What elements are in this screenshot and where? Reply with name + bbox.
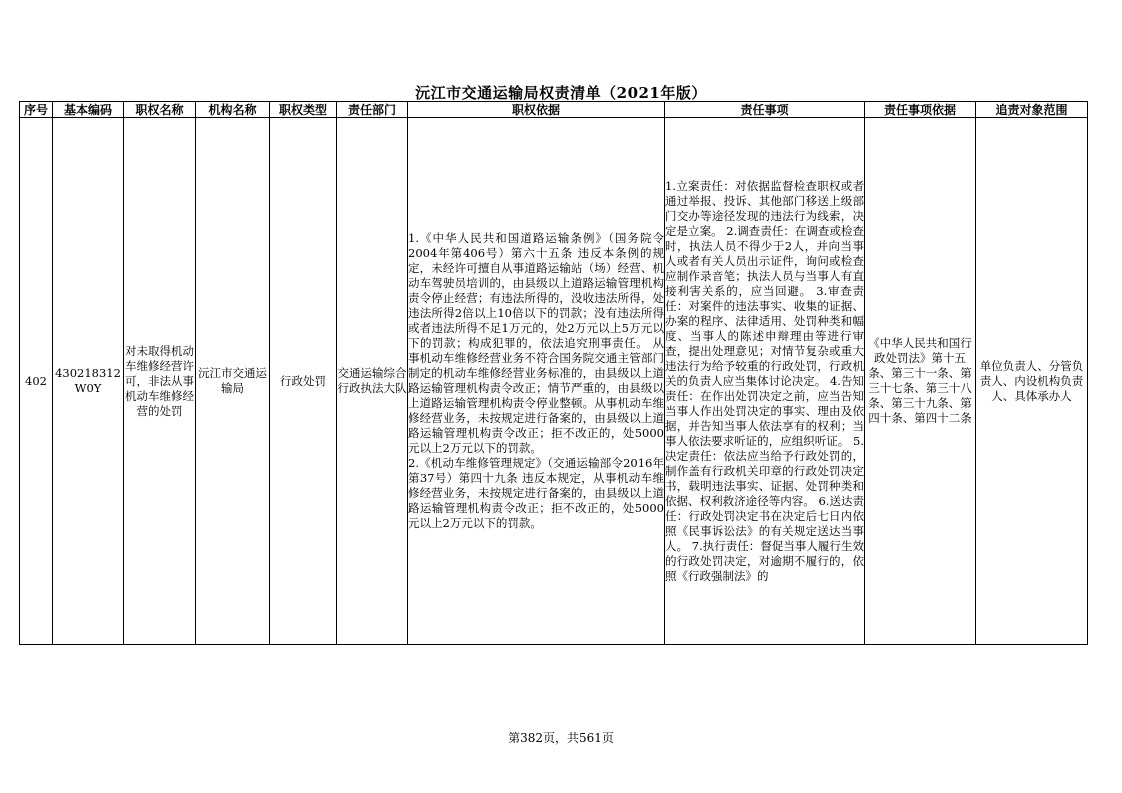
cell-power-type: 行政处罚 <box>270 118 337 645</box>
header-duty-basis: 责任事项依据 <box>865 102 976 118</box>
cell-basis <box>408 118 665 645</box>
cell-power-name: 对未取得机动车维修经营许可，非法从事机动车维修经营的处罚 <box>124 118 196 645</box>
header-seq: 序号 <box>20 102 53 118</box>
page-number: 第382页，共561页 <box>508 731 614 745</box>
header-power-type: 职权类型 <box>270 102 337 118</box>
basis-item-2: 2.《机动车维修管理规定》（交通运输部令2016年第37号）第四十九条 违反本规定，从事机动车维修经营业务，未按规定进行备案的，由县级以上道路运输管理机构责令改正；拒不改正的，处5000元以上2万元以下的罚款。 <box>408 456 664 530</box>
header-row <box>20 102 1088 118</box>
header-accountability: 追责对象范围 <box>976 102 1088 118</box>
header-org-name: 机构名称 <box>196 102 270 118</box>
power-list-table <box>19 101 1088 645</box>
cell-dept: 交通运输综合行政执法大队 <box>337 118 408 645</box>
cell-duty-basis: 《中华人民共和国行政处罚法》第十五条、第三十一条、第三十七条、第三十八条、第三十九条、第四十条、第四十二条 <box>865 118 976 645</box>
header-power-name: 职权名称 <box>124 102 196 118</box>
cell-org-name: 沅江市交通运输局 <box>196 118 270 645</box>
cell-accountability: 单位负责人、分管负责人、内设机构负责人、具体承办人 <box>976 118 1088 645</box>
header-basis: 职权依据 <box>408 102 665 118</box>
table-row <box>20 118 1088 645</box>
header-duties: 责任事项 <box>665 102 865 118</box>
header-code: 基本编码 <box>53 102 124 118</box>
header-dept: 责任部门 <box>337 102 408 118</box>
page-title: 沅江市交通运输局权责清单（2021年版） <box>415 84 707 102</box>
basis-item-1: 1.《中华人民共和国道路运输条例》（国务院令2004年第406号）第六十五条 违反本条例的规定，未经许可擅自从事道路运输站（场）经营、机动车驾驶员培训的，由县级以上道路运输管理机构责令停止经营；有违法所得的，没收违法所得，处违法所得2倍以上10倍以下的罚款；没有违法所得或者违法所得不足1万元的，处2万元以上5万元以下的罚款；构成犯罪的，依法追究刑事责任。 从事机动车维修经营业务不符合国务院交通主管部门制定的机动车维修经营业务标准的，由县级以上道路运输管理机构责令改正；情节严重的，由县级以上道路运输管理机构责令停业整顿。从事机动车维修经营业务，未按规定进行备案的，由县级以上道路运输管理机构责令改正；拒不改正的，处5000元以上2万元以下的罚款。 <box>408 231 664 455</box>
cell-seq: 402 <box>20 118 53 645</box>
cell-code: 430218312W0Y <box>53 118 124 645</box>
cell-duties: 1.立案责任：对依据监督检查职权或者通过举报、投诉、其他部门移送上级部门交办等途径发现的违法行为线索，决定是立案。 2.调查责任：在调查或检查时，执法人员不得少于2人，并向当事人或者有关人员出示证件，询问或检查应制作录音笔；执法人员与当事人有直接利害关系的，应当回避。 3.审查责任：对案件的违法事实、收集的证据、办案的程序、法律适用、处罚种类和幅度、当事人的陈述申辩理由等进行审查，提出处理意见；对情节复杂或重大违法行为给予较重的行政处罚，行政机关的负责人应当集体讨论决定。 4.告知责任：在作出处罚决定之前，应当告知当事人作出处罚决定的事实、理由及依据，并告知当事人依法享有的权利；当事人依法要求听证的，应组织听证。 5.决定责任：依法应当给予行政处罚的，制作盖有行政机关印章的行政处罚决定书，载明违法事实、证据、处罚种类和依据、权利救济途径等内容。 6.送达责任：行政处罚决定书在决定后七日内依照《民事诉讼法》的有关规定送达当事人。 7.执行责任：督促当事人履行生效的行政处罚决定，对逾期不履行的，依照《行政强制法》的 <box>665 118 865 645</box>
